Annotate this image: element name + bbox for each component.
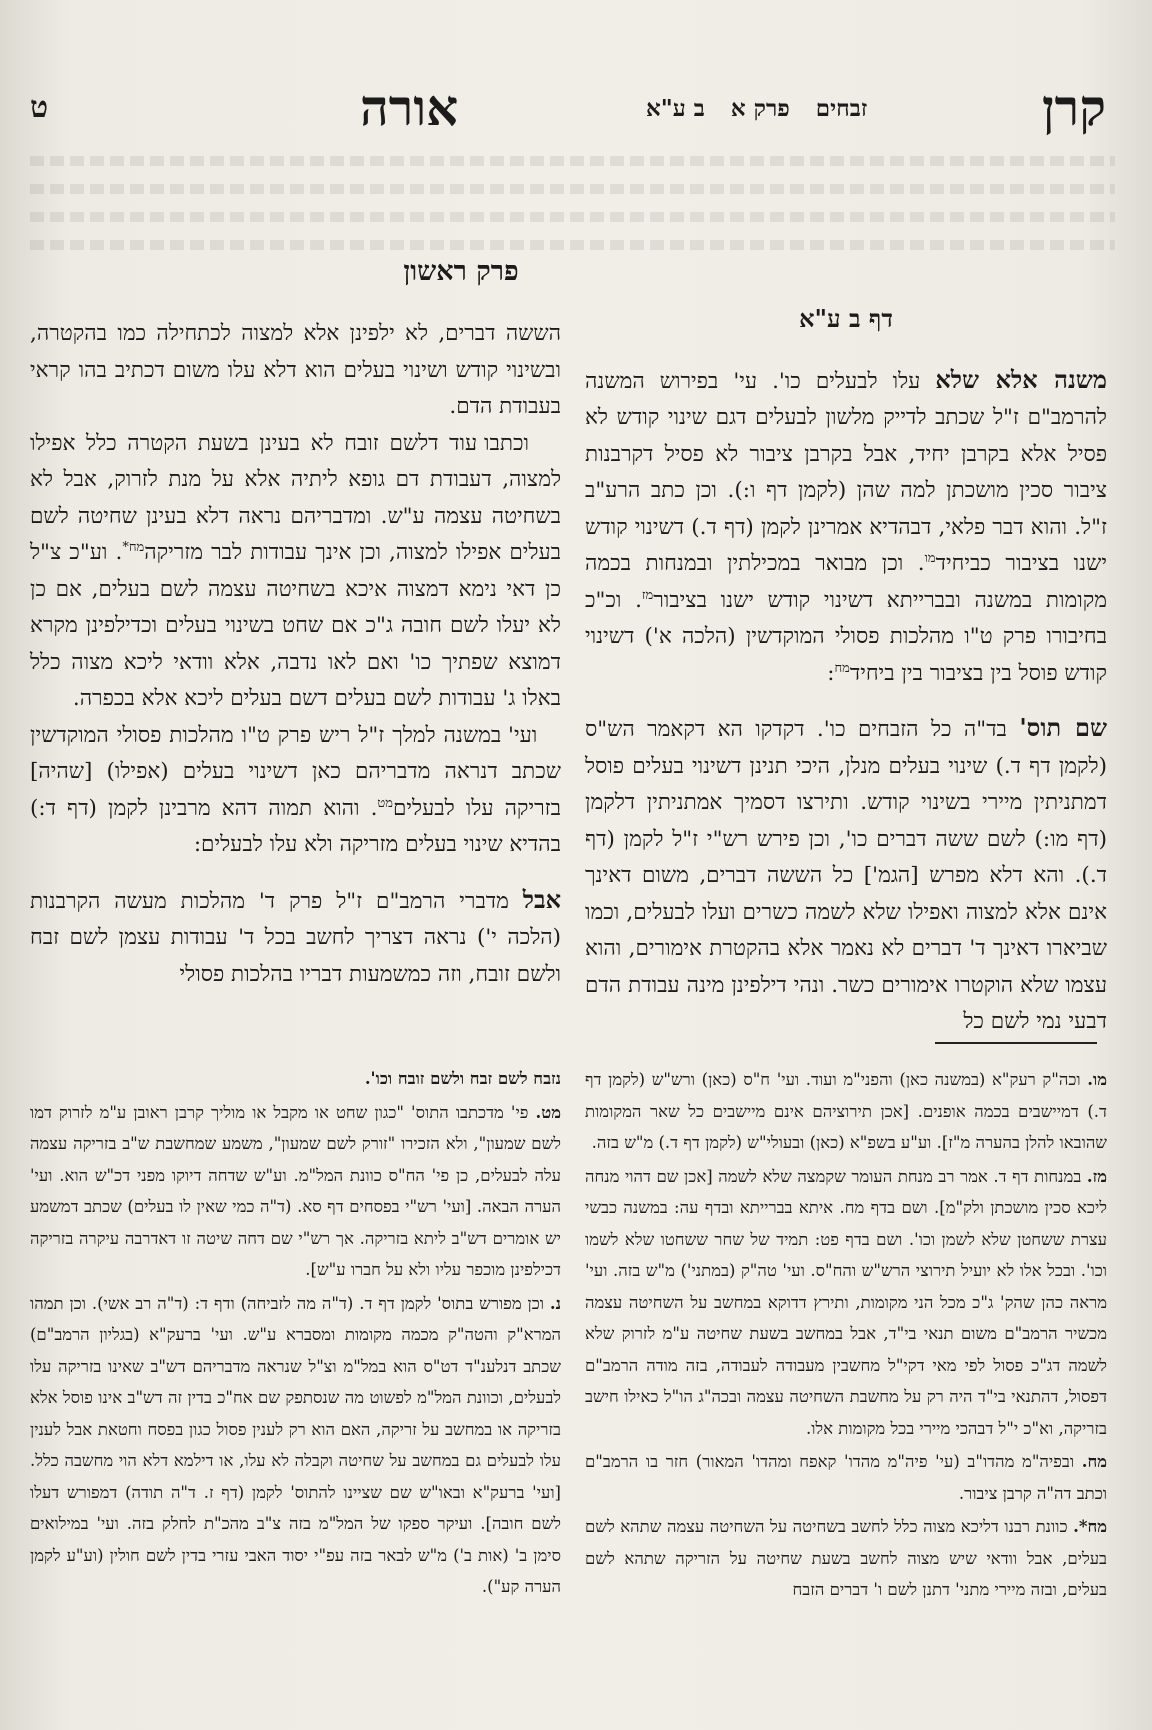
footnote: [30, 1288, 561, 1603]
header-title-keren: קרן: [1041, 78, 1106, 137]
paragraph-text: :: [827, 660, 835, 686]
footnote-label: נ.: [549, 1293, 561, 1313]
dibbur-hamatchil: שם תוס': [1019, 713, 1107, 742]
paragraph-text: . וכ"כ בחיבורו פרק ט"ו מהלכות פסולי המוקדשין (הלכה א') דשינוי קודש פוסל בין בציבור בין ביחיד: [585, 587, 1107, 686]
paragraph-text: עלו לבעלים כו'. עי' בפירוש המשנה להרמב"ם ז"ל שכתב לדייק מלשון לבעלים דגם שינוי קודש לא פסיל אלא בקרבן יחיד, אבל בקרבן ציבור לא פסיל דקרבנות ציבור סכין מושכתן למה שהן (לקמן דף ו:). וכן כתב הרע"ב ז"ל. והוא דבר פלאי, דבהדיא אמרינן לקמן (דף ד.) דשינוי קודש ישנו בציבור כביחיד: [585, 368, 1107, 576]
paragraph-text: בד"ה כל הזבחים כו'. דקדקו הא דקאמר הש"ס (לקמן דף ד.) שינוי בעלים מנלן, היכי תנינן דשינוי בעלים פוסל דמתניתין מיירי בשינוי קודש. ותירצו דסמיך אמתניתין דלקמן (דף מו:) לשם ששה דברים כו', וכן פירש רש"י ז"ל לקמן (דף ד.). והא דלא מפרש [הגמ'] כל הששה דברים, משום דאינך אינם אלא למצוה ואפילו שלא לשמה כשרים ועלו לבעלים, וכמו שביארו דאינך ד' דברים לא נאמר אלא בהקטרת אימורים, והוא עצמו שלא הוקטרו אימורים כשר. ונהי דילפינן מינה עבודת הדם דבעי נמי לשם כל: [585, 717, 1107, 1034]
footnote-divider: [935, 1042, 1097, 1044]
running-header: [30, 78, 1106, 138]
right-text-column: [585, 301, 1107, 1041]
header-tractate: זבחים: [815, 95, 868, 122]
dibbur-hamatchil: אבל: [522, 884, 561, 914]
header-chapter: פרק א: [730, 95, 790, 122]
footnote-ref: מז: [641, 587, 654, 603]
paragraph-mishna: [585, 362, 1107, 693]
footnote-text: פי' מדכתבו התוס' "כגון שחט או מקבל או מוליך קרבן ראובן ע"מ לזרוק דמו לשם שמעון", ולא הזכירו "זורק לשם שמעון", משמע שמחשבת ש"ב בזריקה עצמה עלה לבעלים, כן פי' הח"ס כוונת המל"מ. וע"ש שדחה דיוקו מפני דכ"ש הוא. ועי' הערה הבאה. [ועי' רש"י בפסחים דף סא. (ד"ה כמי שאין לו בעלים) שכתב דמשמע יש אומרים דש"ב ליתא בזריקה. אך רש"י שם דחה שיטה זו דאדרבה עיקרה בזריקה דכילפינן מוכפר עליו ולא על חברו ע"ש].: [30, 1102, 561, 1279]
paragraph-text: וכתבו עוד דלשם זובח לא בעינן בשעת הקטרה כלל אפילו למצוה, דעבודת דם גופא ליתיה אלא על מנת לזרוק, אבל לא בשחיטה עצמה ע"ש. ומדבריהם נראה דלא בעינן שחיטה לשם בעלים אפילו למצוה, וכן אינך עבודות לבר מזריקה: [30, 430, 562, 565]
daf-heading: דף ב ע"א: [799, 304, 893, 333]
paragraph-text: . והוא תמוה דהא מרבינן לקמן (דף ד:) בהדיא שינוי בעלים מזריקה ולא עלו לבעלים:: [30, 795, 561, 857]
paragraph-tosafot: [585, 710, 1107, 1041]
paragraph: [30, 426, 561, 718]
footnote-label: מח*.: [1073, 1517, 1107, 1536]
footnote-text: ובפיה"מ מהדו"ב (עי' פיה"מ מהדו' קאפח ומהדו' המאור) חזר בו הרמב"ם וכתב דה"ה קרבן ציבור.: [585, 1452, 1107, 1503]
footnote-label: מז.: [1086, 1166, 1107, 1186]
footnote-text: וכן מפורש בתוס' לקמן דף ד. (ד"ה מה לזביחה) ודף ד: (ד"ה רב אשי). וכן תמהו המרא"ק והטה"ק מכמה מקומות ומסברא ע"ש. ועי' ברעק"א (בגליון הרמב"ם) שכתב דנלענ"ד דט"ס הוא במל"מ וצ"ל שנראה מדבריהם דש"ב שאינו בזריקה עלו לבעלים, וכוונת המל"מ לפשוט מה שנסתפק שם אח"כ בדין זה דש"ב אינו פוסל אלא בזריקה או במחשב על זריקה, האם הוא רק לענין פסול כגון בפסח וחטאת אבל לענין עלו לבעלים גם במחשב על שחיטה וקבלה לא עלו, או דילמא דלא הוי מחשבה כלל. [ועי' ברעק"א ובאו"ש שם שציינו להתוס' לקמן (דף ז. ד"ה תודה) דמפורש דעלו לשם חובה]. ועיקר ספקו של המל"מ בזה צ"ב מהכ"ת לחלק בזה. ועי' במילואים סימן ב' (אות ב') מ"ש לבאר בזה עפ"י יסוד האבי עזרי בדין לשם חולין (וע"ע לקמן הערה קע").: [30, 1293, 561, 1596]
paragraph-text: . וכן מבואר במכילתין ובמנחות בכמה מקומות במשנה ובברייתא דשינוי קודש ישנו בציבור: [585, 551, 1107, 613]
chapter-title: פרק ראשון: [403, 256, 519, 287]
footnote-text: כוונת רבנו דליכא מצוה כלל לחשב בשחיטה על השחיטה עצמה שתהא לשם בעלים, אבל וודאי שיש מצוה לחשב בשעת שחיטה על הזריקה שתהא לשם בעלים, ובזה מיירי מתני' דתנן לשם ו' דברים הזבח: [585, 1517, 1107, 1599]
footnote-text: במנחות דף ד. אמר רב מנחת העומר שקמצה שלא לשמה [אכן שם דהוי מנחה ליכא סכין מושכתן ולק"מ]. ושם בדף מח. איתא בברייתא ובדף עה: במשנה כבשי עצרת ששחטן שלא לשמן וכו'. ושם בדף פט: תמיד של שחר ששחטו שלא לשמו וכו'. ובכל אלו לא יועיל תירוצי הרש"ש והח"ס. ועי' טה"ק (במתני') מ"ש בזה. ועי' מראה כהן שהק' ג"כ מכל הני מקומות, ותירץ דדוקא במחשב על השחיטה עצמה מכשיר הרמב"ם משום תנאי בי"ד, אבל במחשב בשעת שחיטה ע"מ לזרוק שלא לשמה דג"כ פסול לפי מאי דקי"ל מחשבין מעבודה לעבודה, בזה מודה הרמב"ם דפסול, דהתנאי בי"ד היה רק על מחשבת השחיטה עצמה ובכה"ג הו"ל כאילו חישב בזריקה, וא"כ י"ל דבהכי מיירי בכל מקומות אלו.: [585, 1166, 1107, 1438]
footnote: [585, 1511, 1107, 1606]
paragraph-text: . וע"כ צ"ל כן דאי נימא דמצוה איכא בשחיטה עצמה לשם בעלים, אם כן לא יעלו לשם חובה ג"כ אם שחט בשינוי בעלים וכדילפינן מקרא דמוצא שפתיך כו' ואם לאו נדבה, אלא וודאי ליכא מצוה כלל באלו ג' עבודות לשם בעלים דשם בעלים ליכא אלא בכפרה.: [30, 540, 561, 711]
paragraph-text: ועי' במשנה למלך ז"ל ריש פרק ט"ו מהלכות פסולי המוקדשין שכתב דנראה מדבריהם כאן דשינוי בעלים (אפילו) [שהיה] בזריקה עלו לבעלים: [30, 722, 561, 821]
header-title-ora: אורה: [360, 78, 459, 137]
paragraph: הששה דברים, לא ילפינן אלא למצוה לכתחילה כמו בהקטרה, ובשינוי קודש ושינוי בעלים הוא דלא עלו משום דכתיב בהו קראי בעבודת הדם.: [30, 321, 561, 419]
footnotes-right: [585, 1064, 1107, 1608]
footnote-ref: מו: [924, 550, 936, 566]
page-number: ט: [30, 90, 49, 125]
header-daf: ב ע"א: [646, 95, 705, 122]
footnote-ref: מח*: [122, 539, 145, 555]
header-location: [620, 94, 867, 124]
footnote-text: וכה"ק רעק"א (במשנה כאן) והפני"מ ועוד. ועי' ח"ס (כאן) ורש"ש (לקמן דף ד.) דמיישבים בכמה אופנים. [אכן תירוציהם אינם מיישבים כל שאר המקומות שהובאו להלן בהערה מ"ז]. וע"ע בשפ"א (כאן) ובעולי"ש (לקמן דף ד.) מ"ש בזה.: [585, 1070, 1107, 1152]
left-text-column: [30, 316, 561, 993]
footnote-label: מט.: [535, 1102, 561, 1122]
footnote-ref: מט: [377, 795, 393, 811]
footnote-label: מח.: [1081, 1452, 1107, 1471]
footnote: [585, 1064, 1107, 1159]
footnote: [585, 1446, 1107, 1509]
footnote-ref: מח: [834, 660, 850, 676]
footnote-continuation: נזבח לשם זבח ולשם זובח וכו'.: [364, 1069, 561, 1088]
dibbur-hamatchil: משנה אלא שלא: [935, 364, 1107, 394]
footnote: [585, 1161, 1107, 1445]
footnote: [30, 1097, 561, 1286]
paragraph: [30, 718, 561, 864]
footnotes-left: [30, 1063, 561, 1605]
paragraph-text: מדברי הרמב"ם ז"ל פרק ד' מהלכות מעשה הקרבנות (הלכה י') נראה דצריך לחשב בכל ד' עבודות עצמן לשם זבח ולשם זובח, וזה כמשמעות דבריו בהלכות פסולי: [30, 888, 561, 987]
paragraph: [30, 882, 561, 994]
footnote-label: מו.: [1087, 1070, 1107, 1089]
